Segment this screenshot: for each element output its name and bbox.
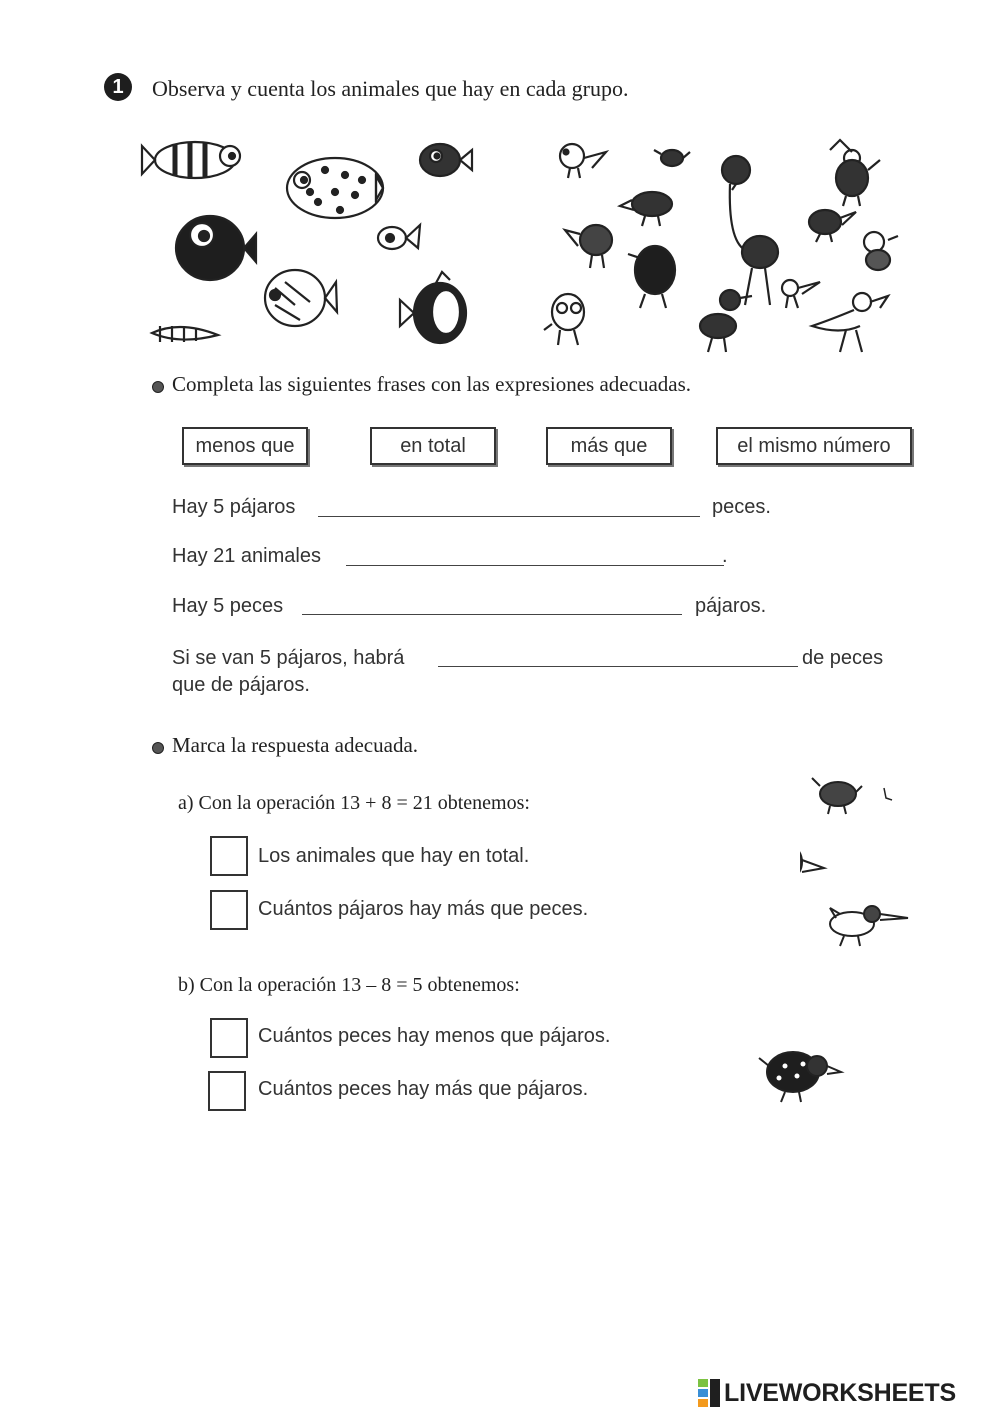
option-b-2: Cuántos peces hay más que pájaros. — [258, 1078, 589, 1100]
option-b-1: Cuántos peces hay menos que pájaros. — [258, 1025, 611, 1047]
bird-drawing — [654, 150, 690, 166]
checkbox-b-2[interactable] — [208, 1071, 246, 1111]
complete-instruction: Completa las siguientes frases con las expresiones adecuadas. — [172, 372, 692, 396]
fish-drawing — [400, 272, 466, 343]
sentence-3-end: pájaros. — [695, 595, 767, 617]
side-birds-illustration — [800, 768, 910, 948]
bird-drawing — [830, 140, 880, 206]
animals-illustration — [140, 130, 920, 365]
fish-drawing — [378, 225, 420, 249]
sentence-2-blank[interactable] — [346, 565, 724, 566]
fish-drawing — [287, 158, 383, 218]
bullet-icon — [152, 742, 164, 754]
fish-drawing — [420, 144, 472, 176]
bird-drawing — [812, 293, 888, 352]
checkbox-a-2[interactable] — [210, 890, 248, 930]
sentence-3-blank[interactable] — [302, 614, 682, 615]
sentence-1-end: peces. — [712, 496, 771, 518]
bird-drawing — [620, 192, 672, 226]
question-a-prompt: a) Con la operación 13 + 8 = 21 obtenemos: — [178, 792, 530, 814]
fish-drawing — [265, 270, 337, 326]
word-bank-menos-que[interactable]: menos que — [182, 427, 308, 465]
option-a-2: Cuántos pájaros hay más que peces. — [258, 898, 589, 920]
side-bird-dotted-illustration — [755, 1036, 845, 1106]
bird-drawing — [700, 290, 752, 352]
bird-drawing — [565, 225, 612, 268]
fish-drawing — [152, 326, 218, 342]
question-b-prompt: b) Con la operación 13 – 8 = 5 obtenemos: — [178, 974, 520, 996]
fish-drawing — [142, 142, 240, 178]
sentence-4-line2: que de pájaros. — [172, 674, 310, 696]
bird-drawing — [782, 280, 820, 308]
sentence-1-blank[interactable] — [318, 516, 700, 517]
sentence-2-start: Hay 21 animales — [172, 545, 321, 567]
bird-drawing — [809, 210, 856, 242]
logo-text: LIVEWORKSHEETS — [724, 1378, 956, 1407]
option-a-1: Los animales que hay en total. — [258, 845, 530, 867]
bullet-icon — [152, 381, 164, 393]
sentence-4-start: Si se van 5 pájaros, habrá — [172, 647, 405, 669]
bird-drawing — [544, 294, 584, 345]
word-bank-el-mismo-numero[interactable]: el mismo número — [716, 427, 912, 465]
sentence-2-end: . — [722, 545, 728, 567]
checkbox-a-1[interactable] — [210, 836, 248, 876]
logo-mark-icon — [698, 1379, 720, 1407]
exercise-title: Observa y cuenta los animales que hay en cada grupo. — [152, 76, 629, 101]
mark-instruction: Marca la respuesta adecuada. — [172, 733, 419, 757]
checkbox-b-1[interactable] — [210, 1018, 248, 1058]
word-bank-en-total[interactable]: en total — [370, 427, 496, 465]
bird-drawing — [628, 246, 675, 308]
sentence-4-end: de peces — [802, 647, 884, 669]
word-bank-mas-que[interactable]: más que — [546, 427, 672, 465]
fish-drawing — [176, 216, 256, 280]
bird-drawing — [864, 232, 898, 270]
sentence-1-start: Hay 5 pájaros — [172, 496, 296, 518]
liveworksheets-logo — [698, 1376, 956, 1410]
bird-drawing — [722, 156, 778, 305]
sentence-4-blank[interactable] — [438, 666, 798, 667]
exercise-number-badge: 1 — [104, 73, 132, 101]
bird-drawing — [560, 144, 606, 178]
sentence-3-start: Hay 5 peces — [172, 595, 284, 617]
